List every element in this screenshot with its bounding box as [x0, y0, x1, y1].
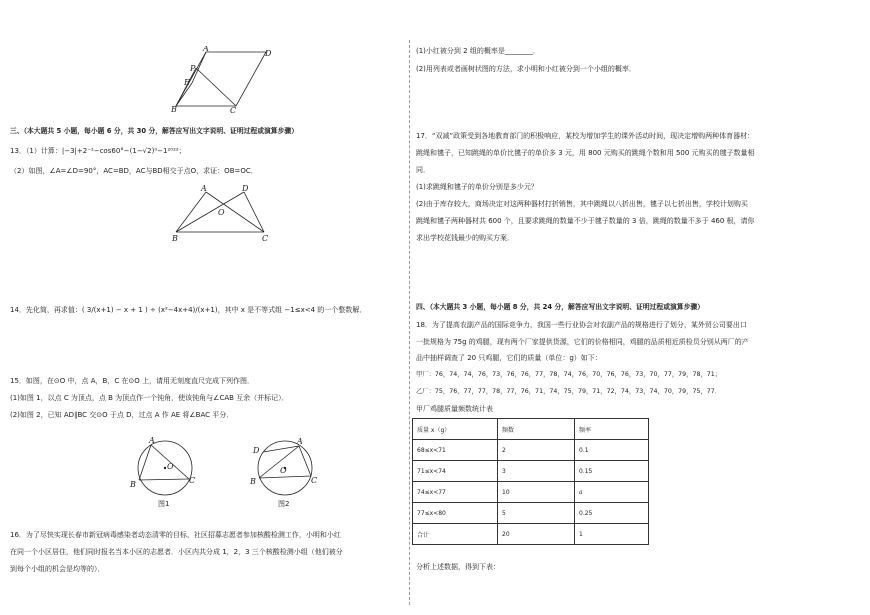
- table-cell: 合计: [413, 524, 498, 545]
- label-D: D: [265, 49, 272, 58]
- label-A: A: [149, 436, 155, 445]
- factory-jia-data: 甲厂：76，74，74，76，73，76，76，77，78，74，76，70，76，76，73，70，77，79，78，71；: [416, 371, 722, 378]
- table-header-cell: 质量 x（g）: [413, 419, 498, 440]
- question-17-line2: 跳绳和毽子，已知跳绳的单价比毽子的单价多 3 元，用 800 元购买的跳绳个数和用 500 元购买的毽子数量相: [416, 149, 755, 157]
- table-cell: 2: [498, 440, 575, 461]
- question-15-part1: (1)如图 1，以点 C 为顶点，点 B 为顶点作一个钝角，使该钝角与∠CAB 互余（并标记）．: [10, 394, 289, 402]
- table-header-cell: 频率: [575, 419, 649, 440]
- question-15-part2: (2)如图 2，已知 AD∥BC 交⊙O 于点 D，过点 A 作 AE 将∠BAC 平分．: [10, 411, 234, 419]
- question-17-part2-line2: 跳绳和毽子两种器材共 600 个，且要求跳绳的数量不少于毽子数量的 3 倍，跳绳的数量不多于 460 根，请你: [416, 217, 755, 225]
- figure-parallelogram: [168, 46, 278, 114]
- question-16-part1: (1)小红被分到 2 组的概率是________．: [416, 47, 540, 55]
- question-17-line3: 同．: [416, 166, 430, 174]
- table-cell: 0.1: [575, 440, 649, 461]
- question-17-part2-line3: 求出学校花钱最少的购买方案．: [416, 234, 514, 242]
- table-cell: 71≤x<74: [413, 461, 498, 482]
- table-cell: 68≤x<71: [413, 440, 498, 461]
- figure-caption-1: 图1: [158, 500, 170, 508]
- table-cell: 77≤x<80: [413, 503, 498, 524]
- question-16-line1: 16．为了尽快实现长春市新冠病毒感染者动态清零的目标，社区招募志愿者参加核酸检测工作，小明和小红: [10, 531, 341, 539]
- table-title: 甲厂鸡腿质量频数统计表: [416, 405, 493, 413]
- question-18-line1: 18．为了提高农副产品的国际竞争力，我国一些行业协会对农副产品的规格进行了划分，某外贸公司要出口: [416, 321, 747, 329]
- section4-header: 四、（本大题共 3 小题，每小题 8 分，共 24 分，解答应写出文字说明、证明过程或演算步骤）: [416, 303, 704, 311]
- after-table-text: 分析上述数据，得到下表：: [416, 563, 500, 571]
- figure-circle-2: [247, 436, 327, 512]
- table-header-cell: 频数: [498, 419, 575, 440]
- question-16-line3: 到每个小组的机会是均等的）．: [10, 565, 105, 573]
- label-O: O: [218, 208, 225, 217]
- question-17-part1: (1)求跳绳和毽子的单价分别是多少元？: [416, 183, 538, 191]
- label-O: O: [280, 466, 287, 475]
- label-A: A: [201, 184, 207, 193]
- figure-circle-1: [125, 436, 205, 512]
- label-A: A: [203, 46, 209, 53]
- label-C: C: [311, 476, 318, 485]
- label-E: E: [184, 78, 190, 87]
- factory-yi-data: 乙厂：75，76，77，77，78，77，76，71，74，75，79，71，72，74，73，74，70，79，75，77．: [416, 388, 722, 395]
- label-C: C: [262, 234, 269, 243]
- table-row: [413, 503, 649, 524]
- question-16-part2: (2)用列表或者画树状图的方法，求小明和小红被分到一个小组的概率．: [416, 65, 636, 73]
- question-15: 15．如图，在⊙O 中，点 A，B，C 在⊙O 上，请用无刻度直尺完成下列作图．: [10, 377, 255, 385]
- table-cell: 74≤x<77: [413, 482, 498, 503]
- question-13-part2: （2）如图，∠A=∠D=90°，AC=BD，AC与BD相交于点O，求证：OB=OC．: [10, 167, 258, 175]
- label-A: A: [297, 437, 303, 446]
- table-cell: 20: [498, 524, 575, 545]
- section3-header: 三、（本大题共 5 小题，每小题 6 分，共 30 分，解答应写出文字说明、证明过程或演算步骤）: [10, 127, 298, 135]
- question-17-line1: 17．“双减”政策受到各地教育部门的积极响应，某校为增加学生的课外活动时间，现决定增购两种体育器材：: [416, 132, 755, 140]
- table-cell: 0.15: [575, 461, 649, 482]
- table-row: [413, 524, 649, 545]
- column-divider: [409, 40, 410, 605]
- table-cell: 5: [498, 503, 575, 524]
- label-B: B: [171, 105, 177, 114]
- label-O: O: [167, 462, 174, 471]
- table-cell: 0.25: [575, 503, 649, 524]
- question-14: 14．先化简，再求值：( 3/(x+1) − x + 1 ) ÷ (x²−4x+4)/(x+1)，其中 x 是不等式组 −1≤x<4 的一个整数解．: [10, 306, 367, 314]
- label-B: B: [130, 480, 136, 489]
- label-B: B: [250, 477, 256, 486]
- table-cell: 3: [498, 461, 575, 482]
- question-18-line2: 一批规格为 75g 的鸡腿，现有两个厂家提供货源，它们的价格相同，鸡腿的品质相近质检员分别从两厂的产: [416, 338, 749, 346]
- table-row: [413, 440, 649, 461]
- label-P: P: [190, 64, 196, 73]
- question-18-line3: 品中抽样调查了 20 只鸡腿，它们的质量（单位：g）如下：: [416, 354, 602, 362]
- label-D: D: [253, 446, 260, 455]
- figure-triangles: [168, 182, 278, 244]
- question-16-line2: 在同一个小区居住，他们同时报名当本小区的志愿者．小区内共分成 1，2，3 三个核酸检测小组（他们被分: [10, 548, 343, 556]
- question-17-part2-line1: (2)由于库存较大，商场决定对这两种器材打折销售，其中跳绳以八折出售，毽子以七折出售，学校计划购买: [416, 200, 748, 208]
- figure-caption-2: 图2: [278, 500, 290, 508]
- table-cell: 1: [575, 524, 649, 545]
- table-row: [413, 482, 649, 503]
- table-row: [413, 461, 649, 482]
- question-13-part1: 13．（1）计算：|−3|+2⁻¹−cos60°−(1−√2)⁰−1²⁰²²；: [10, 147, 186, 155]
- frequency-table: [412, 418, 649, 545]
- label-B: B: [172, 234, 178, 243]
- label-D: D: [242, 184, 249, 193]
- label-C: C: [189, 476, 196, 485]
- table-header-row: [413, 419, 649, 440]
- label-C: C: [230, 106, 237, 114]
- table-cell: 10: [498, 482, 575, 503]
- table-cell: a: [575, 482, 649, 503]
